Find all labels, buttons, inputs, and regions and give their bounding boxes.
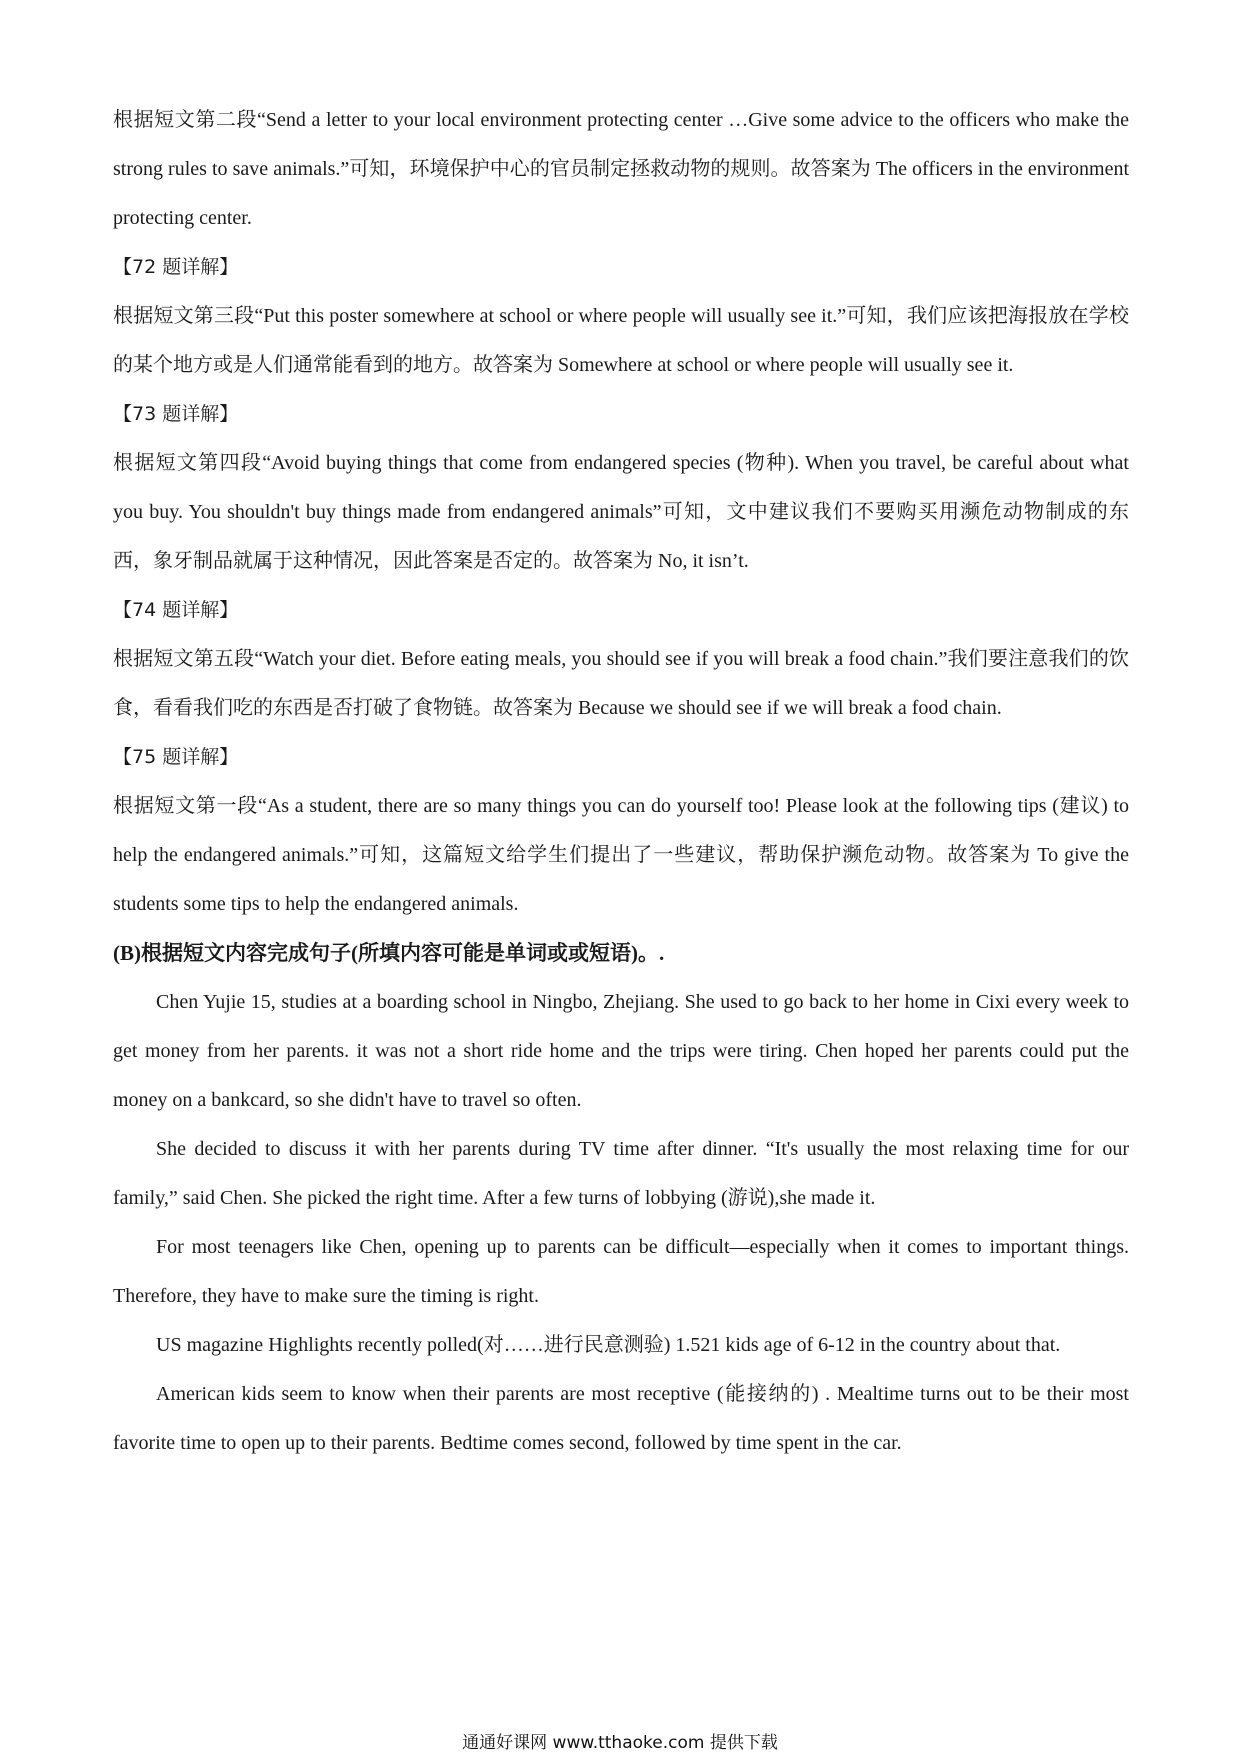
passage-paragraph: For most teenagers like Chen, opening up to parents can be difficult—especially when it comes to important things. Therefore, they have to make sure the timing is right.	[113, 1236, 1129, 1307]
answer-73-paragraph: 根据短文第四段“Avoid buying things that come from endangered species (物种). When you travel, be careful about what you buy. You shouldn't buy things made from endangered animals”可知，文中建议我们不要购买用濒危动物制成的东西，象牙制品就属于这种情况，因此答案是否定的。故答案为 No, it isn’t.	[113, 452, 1129, 572]
answer-72-heading: 【72 题详解】	[113, 256, 239, 278]
section-b-title: (B)根据短文内容完成句子(所填内容可能是单词或或短语)。.	[113, 941, 665, 965]
answer-73-heading: 【73 题详解】	[113, 403, 239, 425]
passage-paragraph: US magazine Highlights recently polled(对……进行民意测验) 1.521 kids age of 6-12 in the country about that.	[156, 1334, 1061, 1356]
page-footer: 通通好课网 www.tthaoke.com 提供下载	[462, 1733, 778, 1753]
answer-71-paragraph: 根据短文第二段“Send a letter to your local environment protecting center …Give some advice to the officers who make the strong rules to save animals.”可知，环境保护中心的官员制定拯救动物的规则。故答案为 The officers in the environment protecting center.	[113, 109, 1129, 229]
passage-paragraph: Chen Yujie 15, studies at a boarding school in Ningbo, Zhejiang. She used to go back to her home in Cixi every week to get money from her parents. it was not a short ride home and the trips were tiring. Chen hoped her parents could put the money on a bankcard, so she didn't have to travel so often.	[113, 991, 1129, 1111]
answer-75-paragraph: 根据短文第一段“As a student, there are so many things you can do yourself too! Please look at the following tips (建议) to help the endangered animals.”可知，这篇短文给学生们提出了一些建议，帮助保护濒危动物。故答案为 To give the students some tips to help the endangered animals.	[113, 795, 1129, 915]
answer-72-paragraph: 根据短文第三段“Put this poster somewhere at school or where people will usually see it.”可知，我们应该把海报放在学校的某个地方或是人们通常能看到的地方。故答案为 Somewhere at school or where people will usually see it.	[113, 305, 1129, 376]
answer-74-paragraph: 根据短文第五段“Watch your diet. Before eating meals, you should see if you will break a food chain.”我们要注意我们的饮食，看看我们吃的东西是否打破了食物链。故答案为 Because we should see if we will break a food chain.	[113, 648, 1129, 719]
document-body	[113, 96, 1129, 1468]
answer-74-heading: 【74 题详解】	[113, 599, 239, 621]
passage-paragraph: She decided to discuss it with her parents during TV time after dinner. “It's usually the most relaxing time for our family,” said Chen. She picked the right time. After a few turns of lobbying (游说),she made it.	[113, 1138, 1129, 1209]
answer-75-heading: 【75 题详解】	[113, 746, 239, 768]
passage-paragraph: American kids seem to know when their parents are most receptive (能接纳的) . Mealtime turns out to be their most favorite time to open up to their parents. Bedtime comes second, followed by time spent in the car.	[113, 1383, 1129, 1454]
